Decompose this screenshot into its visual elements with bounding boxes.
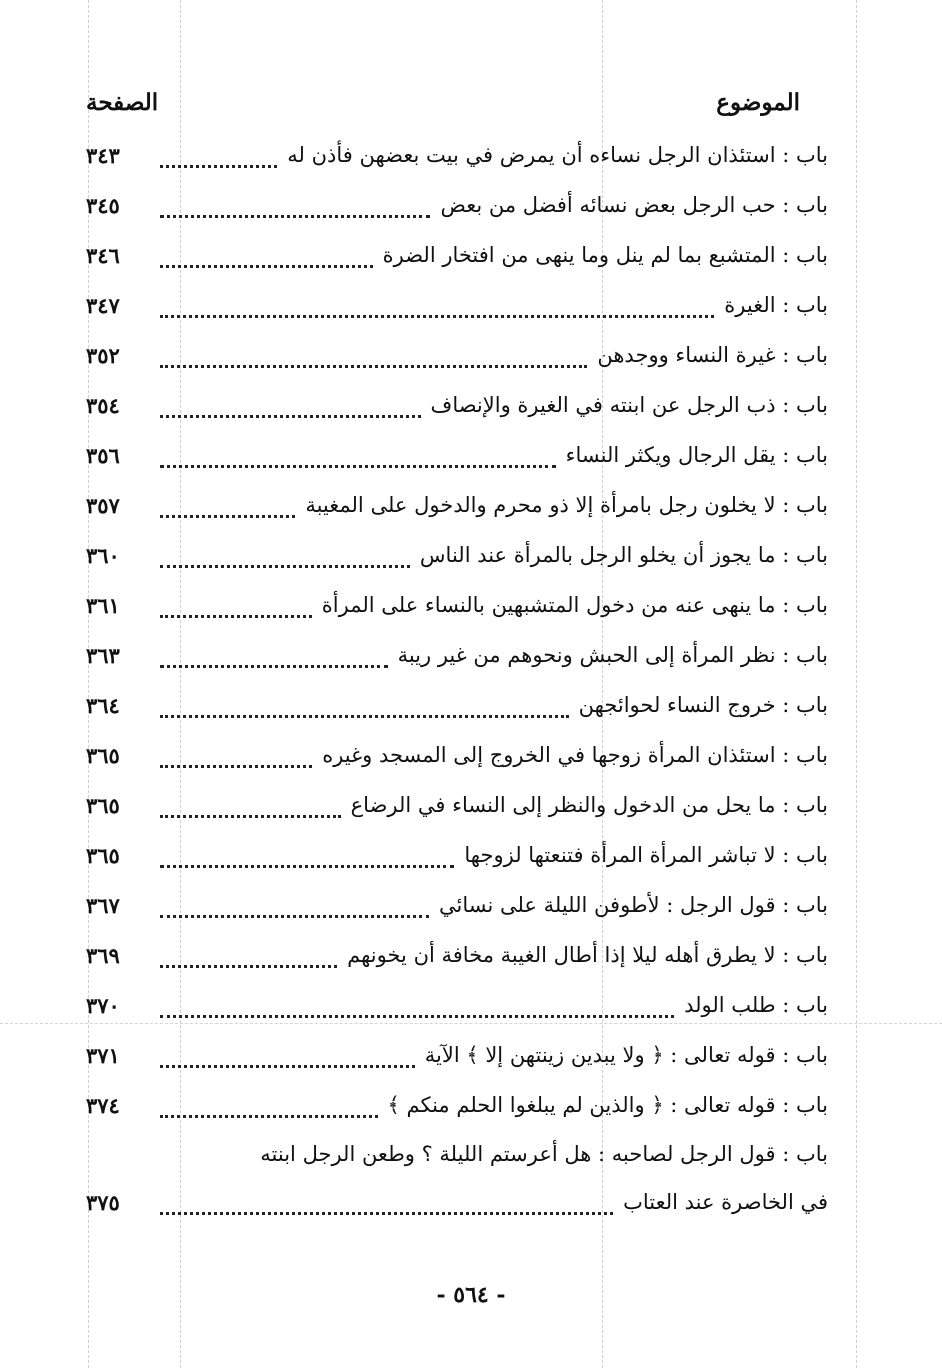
entry-title: باب : غيرة النساء ووجدهن xyxy=(597,343,828,367)
dot-leader xyxy=(160,1005,674,1018)
entry-page: ٣٦٠ xyxy=(86,542,120,568)
table-of-contents xyxy=(86,130,828,1226)
entry-page: ٣٥٧ xyxy=(86,492,120,518)
entry-page: ٣٤٣ xyxy=(86,142,120,168)
toc-entry xyxy=(86,830,828,880)
dot-leader xyxy=(160,155,277,168)
entry-page: ٣٧٤ xyxy=(86,1092,120,1118)
toc-entry xyxy=(86,130,828,180)
entry-title: باب : لا تباشر المرأة المرأة فتنعتها لزوجها xyxy=(464,843,828,867)
entry-page: ٣٦١ xyxy=(86,592,120,618)
entry-title-line2: في الخاصرة عند العتاب xyxy=(623,1190,828,1214)
toc-entry xyxy=(86,630,828,680)
dot-leader xyxy=(160,855,454,868)
page-heading: الصفحة xyxy=(86,88,159,116)
dot-leader xyxy=(160,605,312,618)
entry-page: ٣٤٧ xyxy=(86,292,120,318)
toc-header xyxy=(86,84,800,120)
dot-leader xyxy=(160,1105,378,1118)
entry-title: باب : نظر المرأة إلى الحبش ونحوهم من غير ريبة xyxy=(397,643,828,667)
dot-leader xyxy=(160,805,341,818)
entry-page: ٣٦٥ xyxy=(86,742,120,768)
dot-leader xyxy=(160,405,421,418)
toc-entry xyxy=(86,1030,828,1080)
entry-page: ٣٦٣ xyxy=(86,642,120,668)
entry-title: باب : لا يطرق أهله ليلا إذا أطال الغيبة مخافة أن يخونهم xyxy=(347,943,828,967)
entry-title-line2-row xyxy=(86,1178,828,1226)
entry-page: ٣٥٦ xyxy=(86,442,120,468)
dot-leader xyxy=(160,555,410,568)
entry-page: ٣٤٥ xyxy=(86,192,120,218)
entry-page: ٣٦٥ xyxy=(86,792,120,818)
entry-title: باب : يقل الرجال ويكثر النساء xyxy=(565,443,828,467)
toc-entry xyxy=(86,880,828,930)
topic-heading: الموضوع xyxy=(716,88,800,116)
entry-title: باب : لا يخلون رجل بامرأة إلا ذو محرم والدخول على المغيبة xyxy=(305,493,828,517)
dot-leader xyxy=(160,905,429,918)
entry-page: ٣٦٩ xyxy=(86,942,120,968)
entry-title-line1: باب : قول الرجل لصاحبه : هل أعرستم الليلة ؟ وطعن الرجل ابنته xyxy=(260,1142,828,1166)
dot-leader xyxy=(160,505,295,518)
toc-entry xyxy=(86,580,828,630)
entry-page: ٣٦٤ xyxy=(86,692,120,718)
entry-title: باب : ذب الرجل عن ابنته في الغيرة والإنصاف xyxy=(430,393,828,417)
toc-entry xyxy=(86,380,828,430)
entry-title: باب : طلب الولد xyxy=(684,993,828,1017)
toc-entry xyxy=(86,730,828,780)
toc-entry xyxy=(86,330,828,380)
entry-title: باب : استئذان الرجل نساءه أن يمرض في بيت بعضهن فأذن له xyxy=(287,143,828,167)
toc-entry xyxy=(86,1080,828,1130)
toc-entry xyxy=(86,980,828,1030)
entry-page: ٣٦٧ xyxy=(86,892,120,918)
dot-leader xyxy=(160,255,373,268)
entry-title: باب : حب الرجل بعض نسائه أفضل من بعض xyxy=(440,193,828,217)
entry-page: ٣٧٥ xyxy=(86,1189,120,1215)
guide-line xyxy=(856,0,857,1368)
entry-title: باب : استئذان المرأة زوجها في الخروج إلى المسجد وغيره xyxy=(322,743,828,767)
toc-entry xyxy=(86,230,828,280)
entry-title: باب : المتشبع بما لم ينل وما ينهى من افتخار الضرة xyxy=(382,243,828,267)
entry-title: باب : ما يحل من الدخول والنظر إلى النساء في الرضاع xyxy=(350,793,828,817)
toc-entry xyxy=(86,680,828,730)
toc-entry xyxy=(86,430,828,480)
entry-page: ٣٥٢ xyxy=(86,342,120,368)
entry-title: باب : قول الرجل : لأطوفن الليلة على نسائي xyxy=(438,893,828,917)
entry-page: ٣٧١ xyxy=(86,1042,120,1068)
toc-entry xyxy=(86,530,828,580)
dot-leader xyxy=(160,305,714,318)
entry-page: ٣٥٤ xyxy=(86,392,120,418)
dot-leader xyxy=(160,205,430,218)
dot-leader xyxy=(160,655,388,668)
entry-title: باب : الغيرة xyxy=(724,293,828,317)
dot-leader xyxy=(160,1055,415,1068)
dot-leader xyxy=(160,955,337,968)
entry-page: ٣٧٠ xyxy=(86,992,120,1018)
entry-title: باب : قوله تعالى : ﴿ والذين لم يبلغوا الحلم منكم ﴾ xyxy=(387,1093,828,1117)
dot-leader xyxy=(160,1202,613,1215)
dot-leader xyxy=(160,705,569,718)
page-number-footer: - ٥٦٤ - xyxy=(436,1282,506,1308)
toc-entry xyxy=(86,180,828,230)
entry-page: ٣٤٦ xyxy=(86,242,120,268)
dot-leader xyxy=(160,355,587,368)
entry-title: باب : خروج النساء لحوائجهن xyxy=(578,693,828,717)
dot-leader xyxy=(160,455,556,468)
toc-entry xyxy=(86,780,828,830)
toc-entry xyxy=(86,280,828,330)
entry-title: باب : ما يجوز أن يخلو الرجل بالمرأة عند الناس xyxy=(419,543,828,567)
entry-title: باب : قوله تعالى : ﴿ ولا يبدين زينتهن إلا ﴾ الآية xyxy=(424,1043,828,1067)
entry-page: ٣٦٥ xyxy=(86,842,120,868)
toc-entry xyxy=(86,480,828,530)
dot-leader xyxy=(160,755,312,768)
entry-title: باب : ما ينهى عنه من دخول المتشبهين بالنساء على المرأة xyxy=(321,593,828,617)
toc-entry xyxy=(86,930,828,980)
toc-entry-multiline xyxy=(86,1130,828,1226)
